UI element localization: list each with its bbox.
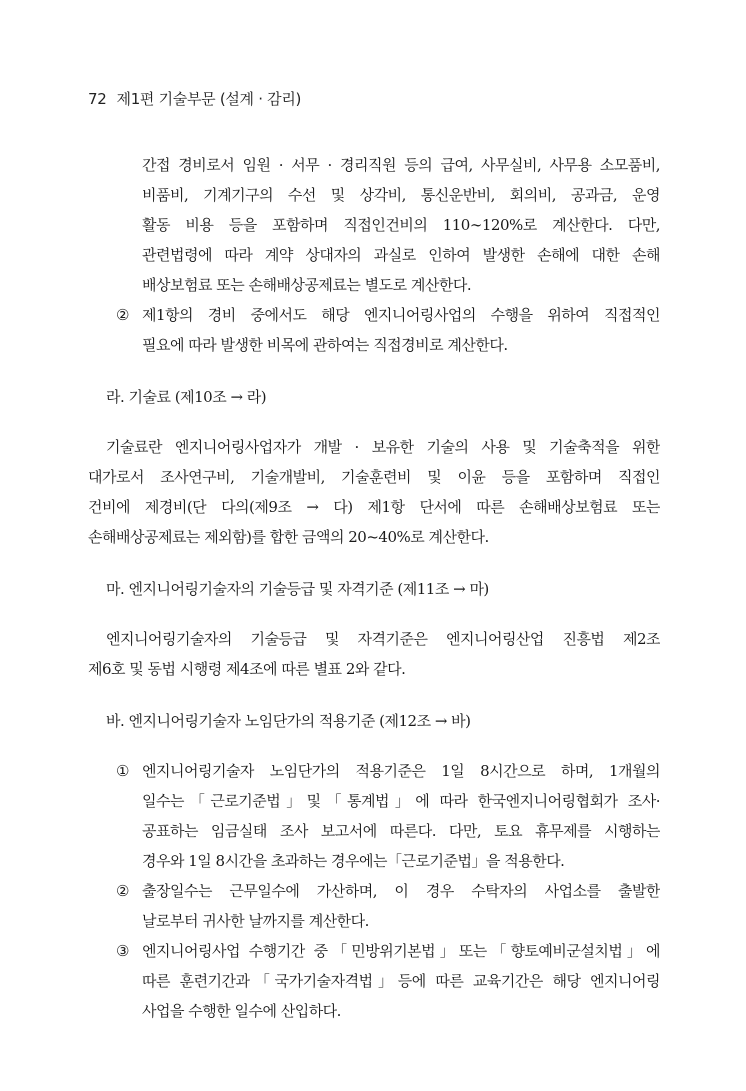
text-line: 날로부터 귀사한 날까지를 계산한다. xyxy=(142,912,369,930)
text-line: 배상보험료 또는 손해배상공제료는 별도로 계산한다. xyxy=(142,276,472,294)
text-line: 건비에 제경비(단 다의(제9조 → 다) 제1항 단서에 따른 손해배상보험료 또는 xyxy=(88,498,660,516)
item-marker: ③ xyxy=(116,942,129,960)
text-line: 공표하는 임금실태 조사 보고서에 따른다. 다만, 토요 휴무제를 시행하는 xyxy=(142,822,660,840)
text-line: 기술료란 엔지니어링사업자가 개발 · 보유한 기술의 사용 및 기술축적을 위한 xyxy=(106,438,660,456)
chapter-title: 제1편 기술부문 (설계 · 감리) xyxy=(116,90,302,108)
page-body xyxy=(88,150,660,1026)
text-line: 제6호 및 동법 시행령 제4조에 따른 별표 2와 같다. xyxy=(88,660,406,678)
list-item xyxy=(88,756,660,876)
text-line: 출장일수는 근무일수에 가산하며, 이 경우 수탁자의 사업소를 출발한 xyxy=(142,882,660,900)
text-line: 대가로서 조사연구비, 기술개발비, 기술훈련비 및 이윤 등을 포함하며 직접인 xyxy=(88,468,660,486)
text-line: 일수는「근로기준법」및「통계법」에 따라 한국엔지니어링협회가 조사· xyxy=(142,792,660,810)
section-heading-ma: 마. 엔지니어링기술자의 기술등급 및 자격기준 (제11조 → 마) xyxy=(106,580,489,598)
text-line: 관련법령에 따라 계약 상대자의 과실로 인하여 발생한 손해에 대한 손해 xyxy=(142,246,660,264)
running-header xyxy=(88,88,301,109)
page-number: 72 xyxy=(88,90,107,108)
text-line: 경우와 1일 8시간을 초과하는 경우에는「근로기준법」을 적용한다. xyxy=(142,852,565,870)
item-marker: ① xyxy=(116,762,129,780)
text-line: 간접 경비로서 임원 · 서무 · 경리직원 등의 급여, 사무실비, 사무용 소모품비, xyxy=(142,156,660,174)
list-item xyxy=(88,300,660,360)
intro-paragraph xyxy=(88,150,660,300)
text-line: 엔지니어링기술자 노임단가의 적용기준은 1일 8시간으로 하며, 1개월의 xyxy=(142,762,660,780)
section-ra-paragraph xyxy=(88,432,660,552)
list-item xyxy=(88,876,660,936)
list-item xyxy=(88,936,660,1026)
text-line: 따른 훈련기간과「국가기술자격법」등에 따른 교육기간은 해당 엔지니어링 xyxy=(142,972,660,990)
text-line: 제1항의 경비 중에서도 해당 엔지니어링사업의 수행을 위하여 직접적인 xyxy=(142,306,660,324)
text-line: 손해배상공제료는 제외함)를 합한 금액의 20~40%로 계산한다. xyxy=(88,528,489,546)
text-line: 비품비, 기계기구의 수선 및 상각비, 통신운반비, 회의비, 공과금, 운영 xyxy=(142,186,660,204)
item-marker: ② xyxy=(116,306,129,324)
text-line: 활동 비용 등을 포함하며 직접인건비의 110∼120%로 계산한다. 다만, xyxy=(142,216,660,234)
section-heading-ra: 라. 기술료 (제10조 → 라) xyxy=(106,388,267,406)
item-marker: ② xyxy=(116,882,129,900)
text-line: 필요에 따라 발생한 비목에 관하여는 직접경비로 계산한다. xyxy=(142,336,508,354)
section-ma-paragraph xyxy=(88,624,660,684)
section-heading-ba: 바. 엔지니어링기술자 노임단가의 적용기준 (제12조 → 바) xyxy=(106,712,471,730)
text-line: 사업을 수행한 일수에 산입하다. xyxy=(142,1002,341,1020)
text-line: 엔지니어링기술자의 기술등급 및 자격기준은 엔지니어링산업 진흥법 제2조 xyxy=(106,630,660,648)
text-line: 엔지니어링사업 수행기간 중「민방위기본법」또는「향토예비군설치법」에 xyxy=(142,942,660,960)
